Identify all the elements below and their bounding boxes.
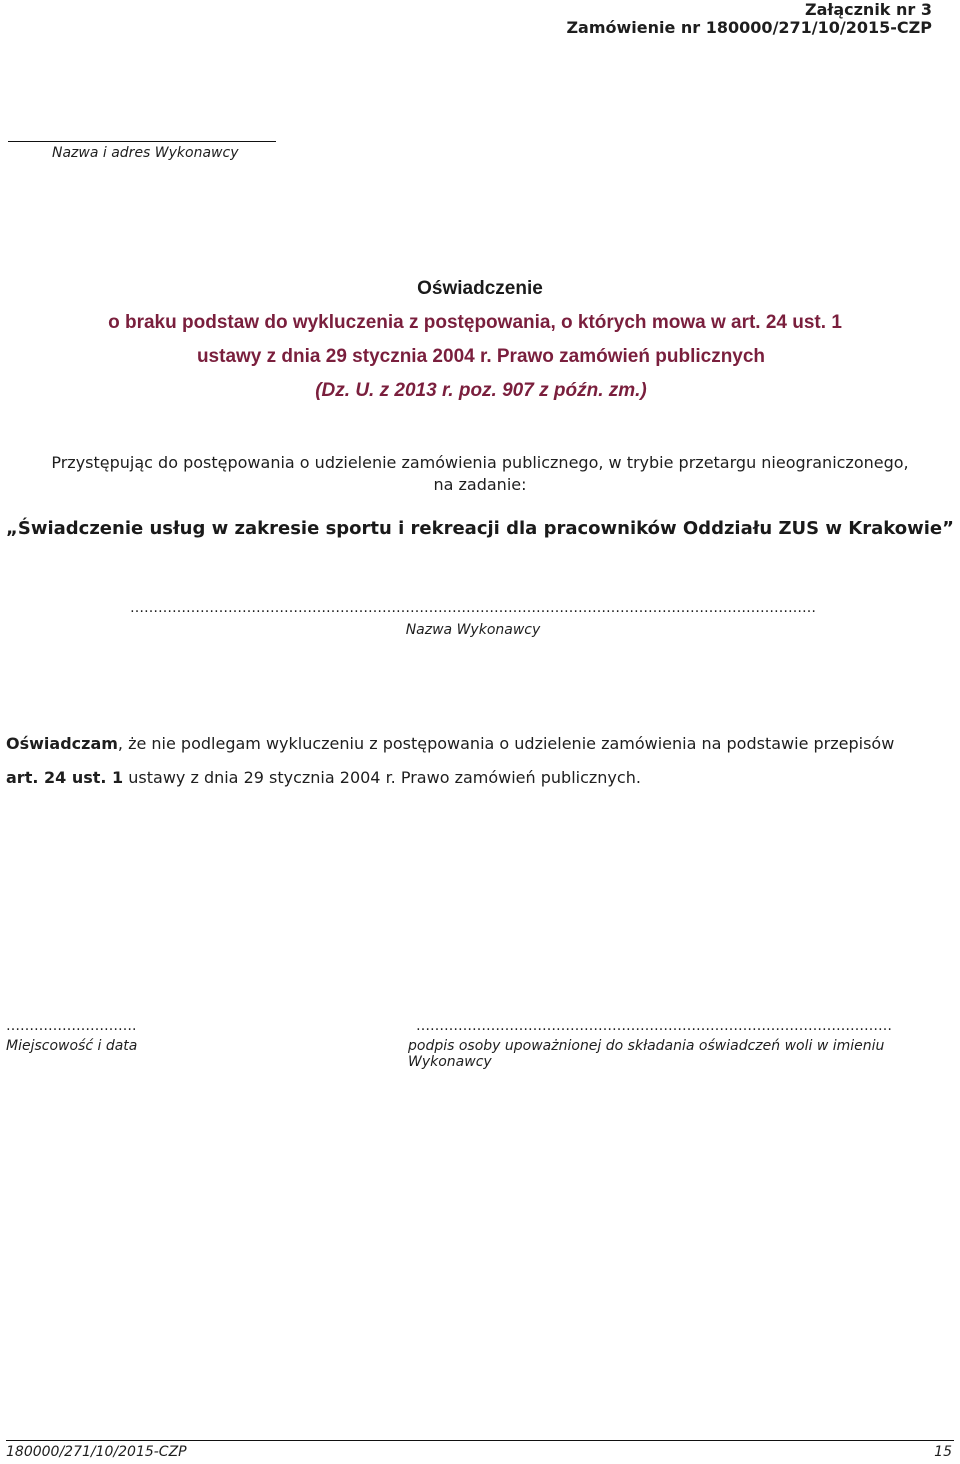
declaration-subtitle-line3: (Dz. U. z 2013 r. poz. 907 z późn. zm.) bbox=[315, 380, 647, 401]
contractor-address-line bbox=[8, 141, 276, 142]
footer-page-number: 15 bbox=[934, 1444, 952, 1460]
intro-line2: na zadanie: bbox=[433, 475, 527, 494]
footer-rule bbox=[6, 1440, 954, 1441]
signature-dots: ………………………………………………………………………………………… bbox=[416, 1018, 892, 1034]
statement-bold-art: art. 24 ust. 1 bbox=[6, 768, 124, 787]
task-title: „Świadczenie usług w zakresie sportu i rekreacji dla pracowników Oddziału ZUS w Krakowie” bbox=[6, 518, 954, 539]
statement-bold-start: Oświadczam bbox=[6, 734, 118, 753]
statement-line1-text: , że nie podlegam wykluczeniu z postępowania o udzielenie zamówienia na podstawie przepisów bbox=[117, 734, 895, 753]
contractor-name-caption: Nazwa Wykonawcy bbox=[405, 622, 541, 638]
contractor-name-dots: ………………………………………………………………………………………………………………………………… bbox=[130, 600, 816, 616]
statement-line2 bbox=[6, 768, 641, 787]
statement-line1 bbox=[6, 734, 894, 753]
place-date-caption: Miejscowość i data bbox=[6, 1038, 138, 1054]
footer-doc-number: 180000/271/10/2015-CZP bbox=[6, 1444, 187, 1460]
declaration-title: Oświadczenie bbox=[417, 278, 543, 299]
order-number: Zamówienie nr 180000/271/10/2015-CZP bbox=[566, 18, 932, 37]
declaration-subtitle-line2: ustawy z dnia 29 stycznia 2004 r. Prawo zamówień publicznych bbox=[196, 346, 766, 367]
statement-line2-text: ustawy z dnia 29 stycznia 2004 r. Prawo zamówień publicznych. bbox=[123, 768, 641, 787]
declaration-subtitle-line1: o braku podstaw do wykluczenia z postępowania, o których mowa w art. 24 ust. 1 bbox=[108, 312, 842, 333]
place-date-dots: ………………………. bbox=[6, 1018, 137, 1034]
contractor-address-caption: Nazwa i adres Wykonawcy bbox=[52, 145, 239, 161]
attachment-label: Załącznik nr 3 bbox=[805, 0, 932, 19]
intro-line1: Przystępując do postępowania o udzielenie zamówienia publicznego, w trybie przetargu nieograniczonego, bbox=[51, 453, 909, 472]
signature-caption: podpis osoby upoważnionej do składania oświadczeń woli w imieniu Wykonawcy bbox=[408, 1038, 885, 1070]
